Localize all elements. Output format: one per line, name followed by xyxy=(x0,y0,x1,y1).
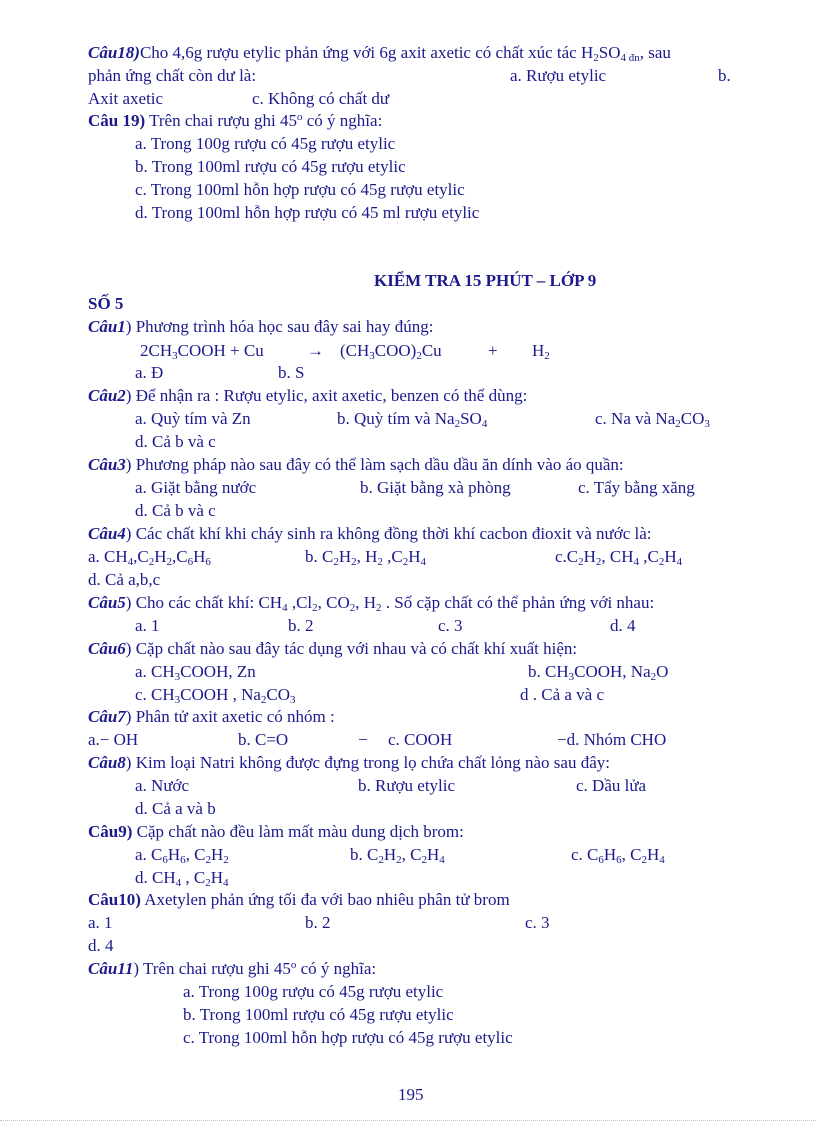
c9-option-d: d. $CH_4$ , $C_2H_4$ xyxy=(135,868,229,889)
c9-option-c: c. $C_6H_6$, $C_2H_4$ xyxy=(571,845,665,866)
c4-option-d: d. Cả a,b,c xyxy=(88,570,161,589)
q18-label: Câu18) xyxy=(88,43,140,62)
c1-line: Câu1) Phương trình hóa học sau đây sai hay đúng: xyxy=(88,317,434,336)
c6-option-a: a. $CH_3COOH$, Zn xyxy=(135,662,256,683)
c6-option-c: c. $CH_3COOH$ , $Na_2CO_3$ xyxy=(135,685,296,706)
c5-option-b: b. 2 xyxy=(288,616,314,635)
c8-option-b: b. Rượu etylic xyxy=(358,776,456,795)
q18-line1: Câu18)Cho 4,6g rượu etylic phản ứng với 6g axit axetic có chất xúc tác $H_2SO_{4 đn}$, sau xyxy=(88,43,671,64)
c5-option-a: a. 1 xyxy=(135,616,160,635)
c3-option-b: b. Giặt bằng xà phòng xyxy=(360,478,511,497)
q18-option-b: Axit axetic xyxy=(88,89,164,108)
q18-option-b-head: b. xyxy=(718,66,731,85)
c3-option-a: a. Giặt bằng nước xyxy=(135,478,257,497)
c5-line: Câu5) Cho các chất khí: $CH_4$ $,Cl_2$, $CO_2$, $H_2$ . Số cặp chất có thể phản ứng với nhau: xyxy=(88,593,655,614)
c7-dash: − xyxy=(358,730,368,749)
q18-line2: phản ứng chất còn dư là: xyxy=(88,66,257,85)
c1-option-b: b. S xyxy=(278,363,305,382)
c11-option-c: c. Trong 100ml hỗn hợp rượu có 45g rượu etylic xyxy=(183,1028,513,1047)
c1-product: $(CH_3COO)_2Cu$ xyxy=(340,341,442,362)
c1-option-a: a. Đ xyxy=(135,363,164,382)
c10-option-d: d. 4 xyxy=(88,936,114,955)
c1-h2: $H_2$ xyxy=(532,341,550,362)
c10-option-b: b. 2 xyxy=(305,913,331,932)
c5-option-c: c. 3 xyxy=(438,616,463,635)
c3-line: Câu3) Phương pháp nào sau đây có thể làm sạch dầu dầu ăn dính vào áo quần: xyxy=(88,455,624,474)
c8-option-a: a. Nước xyxy=(135,776,190,795)
q19-label: Câu 19) xyxy=(88,111,146,130)
c6-option-b: b. $CH_3COOH$, $Na_2O$ xyxy=(528,662,669,683)
c9-option-b: b. $C_2H_2$, $C_2H_4$ xyxy=(350,845,445,866)
c8-option-d: d. Cả a và b xyxy=(135,799,216,818)
c2-option-b: b. Quỳ tím và $Na_2SO_4$ xyxy=(337,409,488,430)
c7-option-b: b. C=O xyxy=(238,730,289,749)
c7-line: Câu7) Phân tử axit axetic có nhóm : xyxy=(88,707,335,726)
c11-option-a: a. Trong 100g rượu có 45g rượu etylic xyxy=(183,982,444,1001)
c1-plus: + xyxy=(488,341,498,360)
c11-option-b: b. Trong 100ml rượu có 45g rượu etylic xyxy=(183,1005,454,1024)
c2-line: Câu2) Để nhận ra : Rượu etylic, axit axetic, benzen có thể dùng: xyxy=(88,386,528,405)
c2-option-c: c. Na và $Na_2CO_3$ xyxy=(595,409,710,430)
c9-line: Câu9) Cặp chất nào đều làm mất màu dung dịch brom: xyxy=(88,822,464,841)
c9-option-a: a. $C_6H_6$, $C_2H_2$ xyxy=(135,845,229,866)
c8-line: Câu8) Kim loại Natri không được đựng trong lọ chứa chất lỏng nào sau đây: xyxy=(88,753,610,772)
q19-line: Câu 19) Trên chai rượu ghi 45$^o$ có ý nghĩa: xyxy=(88,111,383,130)
c10-option-c: c. 3 xyxy=(525,913,550,932)
set-label: SỐ 5 xyxy=(88,294,124,313)
c2-option-d: d. Cả b và c xyxy=(135,432,216,451)
c4-option-c: $c.C_2H_2$, $CH_4$ $,C_2H_4$ xyxy=(555,547,683,568)
c7-option-a: a.− OH xyxy=(88,730,139,749)
c10-option-a: a. 1 xyxy=(88,913,113,932)
c4-option-a: a. $CH_4,C_2H_2,C_6H_6$ xyxy=(88,547,211,568)
c6-option-d: d . Cả a và c xyxy=(520,685,605,704)
c8-option-c: c. Dầu lửa xyxy=(576,776,647,795)
c1-equation: $2CH_3COOH + Cu$ xyxy=(140,341,264,362)
c7-option-c: c. COOH xyxy=(388,730,453,749)
q19-option-a: a. Trong 100g rượu có 45g rượu etylic xyxy=(135,134,396,153)
q19-option-d: d. Trong 100ml hỗn hợp rượu có 45 ml rượu etylic xyxy=(135,203,480,222)
c7-option-d: −d. Nhóm CHO xyxy=(557,730,667,749)
c11-line: Câu11) Trên chai rượu ghi 45$^o$ có ý nghĩa: xyxy=(88,959,377,978)
q18-option-c: c. Không có chất dư xyxy=(252,89,390,108)
q18-option-a: a. Rượu etylic xyxy=(510,66,607,85)
c3-option-d: d. Cả b và c xyxy=(135,501,216,520)
q19-option-b: b. Trong 100ml rượu có 45g rượu etylic xyxy=(135,157,406,176)
c1-arrow: → xyxy=(307,341,324,360)
c4-option-b: b. $C_2H_2$, $H_2$ $,C_2H_4$ xyxy=(305,547,427,568)
c6-line: Câu6) Cặp chất nào sau đây tác dụng với nhau và có chất khí xuất hiện: xyxy=(88,639,578,658)
footer-divider xyxy=(0,1120,816,1121)
test-title: KIỂM TRA 15 PHÚT – LỚP 9 xyxy=(374,271,597,290)
c3-option-c: c. Tẩy bằng xăng xyxy=(578,478,695,497)
c2-option-a: a. Quỳ tím và Zn xyxy=(135,409,251,428)
c5-option-d: d. 4 xyxy=(610,616,636,635)
c10-line: Câu10) Axetylen phản ứng tối đa với bao nhiêu phân tử brom xyxy=(88,890,510,909)
page-number: 195 xyxy=(398,1085,424,1104)
q19-option-c: c. Trong 100ml hỗn hợp rượu có 45g rượu etylic xyxy=(135,180,465,199)
c4-line: Câu4) Các chất khí khi cháy sinh ra không đồng thời khí cacbon đioxit và nước là: xyxy=(88,524,652,543)
